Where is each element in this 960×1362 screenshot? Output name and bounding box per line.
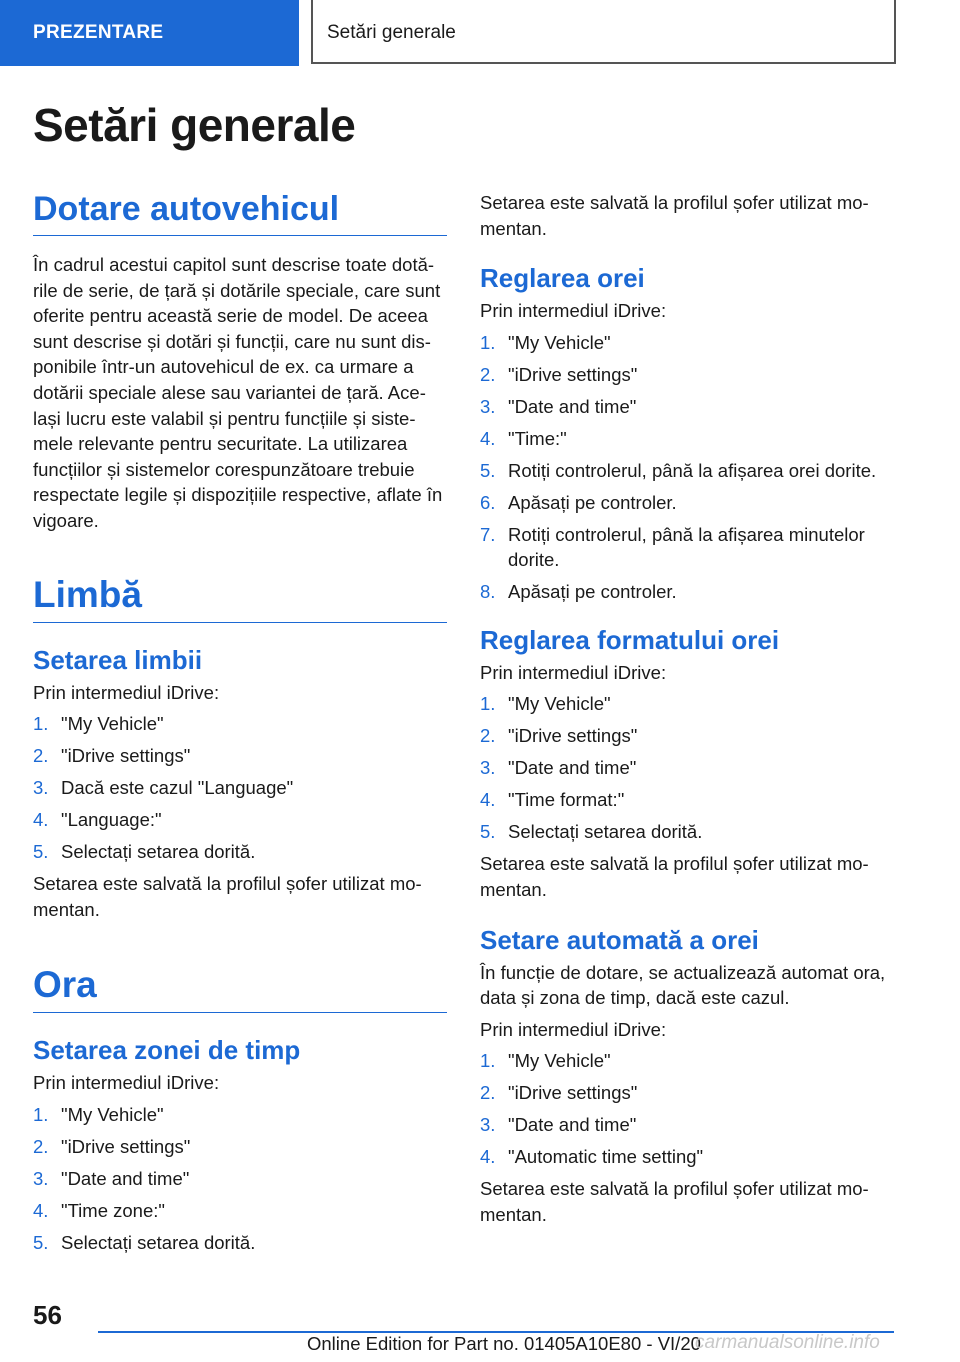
- format-ora-note: Setarea este salvată la profilul șofer utilizat momentan.: [480, 853, 869, 900]
- page-header: [0, 0, 960, 66]
- list-item: [33, 743, 447, 769]
- list-item: [480, 362, 894, 388]
- step-number: 2.: [480, 1082, 496, 1104]
- step-number: 3.: [33, 777, 49, 799]
- section-title-ora: Ora: [33, 964, 447, 1013]
- step-text: "Time:": [508, 427, 567, 449]
- list-item: [480, 522, 894, 573]
- step-text: "Time format:": [508, 789, 625, 811]
- section-title-dotare: Dotare autovehicul: [33, 190, 447, 236]
- step-text: Rotiți controlerul, până la afișarea minutelor dorite.: [508, 523, 865, 571]
- page-number: 56: [33, 1300, 62, 1330]
- step-number: 4.: [33, 809, 49, 831]
- list-item: [480, 819, 894, 845]
- list-item: [480, 426, 894, 452]
- step-text: "iDrive settings": [508, 725, 638, 747]
- step-number: 5.: [33, 841, 49, 863]
- list-item: [480, 490, 894, 516]
- list-item: [480, 723, 894, 749]
- step-number: 3.: [480, 395, 496, 417]
- subsection-title-reglarea-orei: Reglarea orei: [480, 263, 645, 294]
- step-text: "Date and time": [508, 1114, 637, 1136]
- step-number: 5.: [480, 821, 496, 843]
- left-column: [33, 190, 447, 1262]
- list-item: [33, 1134, 447, 1160]
- step-number: 3.: [480, 1114, 496, 1136]
- step-number: 1.: [480, 331, 496, 353]
- reglarea-orei-steps: [480, 330, 894, 605]
- step-number: 2.: [480, 725, 496, 747]
- step-text: "Time zone:": [61, 1199, 165, 1221]
- step-number: 3.: [480, 757, 496, 779]
- list-item: [480, 1048, 894, 1074]
- limba-intro: Prin intermediul iDrive:: [33, 681, 220, 703]
- step-number: 2.: [33, 1135, 49, 1157]
- step-text: "My Vehicle": [61, 1103, 164, 1125]
- dotare-body: În cadrul acestui capitol sunt descrise toate dotările de serie, de țară și dotările speciale, care sunt oferite pentru această serie de model. De aceea sunt descrise și dotări și funcții, care nu sunt disponibile într-un autovehicul de ex. ca urmare a dotării speciale alese sau variantei de țară. Același lucru este valabil și pentru funcțiile și sistemele relevante pentru securitate. La utilizarea funcțiilor și sistemelor corespunzătoare trebuie respectate legile și dispozițiile respective, aflate în vigoare.: [33, 254, 443, 531]
- step-number: 8.: [480, 581, 496, 603]
- ora-note: Setarea este salvată la profilul șofer utilizat momentan.: [480, 192, 869, 239]
- step-number: 1.: [480, 1050, 496, 1072]
- step-number: 1.: [33, 1103, 49, 1125]
- right-column: [480, 190, 894, 1227]
- list-item: [480, 394, 894, 420]
- subsection-title-zona-timp: Setarea zonei de timp: [33, 1035, 301, 1066]
- page-title: Setări generale: [33, 99, 356, 151]
- reglarea-orei-intro: Prin intermediul iDrive:: [480, 300, 667, 322]
- list-item: [33, 1230, 447, 1256]
- setare-automata-note: Setarea este salvată la profilul șofer utilizat momentan.: [480, 1178, 869, 1225]
- step-number: 7.: [480, 523, 496, 545]
- ora-intro: Prin intermediul iDrive:: [33, 1072, 220, 1094]
- step-text: Selectați setarea dorită.: [61, 841, 256, 863]
- subsection-title-setare-automata: Setare automată a orei: [480, 924, 759, 955]
- step-number: 1.: [33, 713, 49, 735]
- section-title-limba: Limbă: [33, 574, 447, 623]
- step-text: "My Vehicle": [508, 331, 611, 353]
- setare-automata-intro: Prin intermediul iDrive:: [480, 1018, 667, 1040]
- list-item: [33, 1198, 447, 1224]
- step-number: 2.: [480, 363, 496, 385]
- section-tab[interactable]: PREZENTARE: [0, 0, 299, 66]
- list-item: [480, 1112, 894, 1138]
- step-number: 5.: [33, 1231, 49, 1253]
- step-number: 3.: [33, 1167, 49, 1189]
- step-text: Rotiți controlerul, până la afișarea orei dorite.: [508, 459, 877, 481]
- step-text: "My Vehicle": [508, 1050, 611, 1072]
- step-number: 4.: [480, 427, 496, 449]
- list-item: [480, 330, 894, 356]
- list-item: [33, 1102, 447, 1128]
- step-text: "iDrive settings": [61, 745, 191, 767]
- ora-steps: [33, 1102, 447, 1256]
- step-number: 4.: [33, 1199, 49, 1221]
- page-tab[interactable]: Setări generale: [311, 0, 896, 64]
- list-item: [480, 1144, 894, 1170]
- step-number: 4.: [480, 1146, 496, 1168]
- list-item: [33, 775, 447, 801]
- step-text: "Date and time": [61, 1167, 190, 1189]
- setare-automata-steps: [480, 1048, 894, 1170]
- limba-note: Setarea este salvată la profilul șofer utilizat momentan.: [33, 873, 422, 920]
- limba-steps: [33, 711, 447, 865]
- step-text: "My Vehicle": [61, 713, 164, 735]
- step-text: "iDrive settings": [508, 1082, 638, 1104]
- list-item: [33, 839, 447, 865]
- list-item: [33, 711, 447, 737]
- list-item: [33, 807, 447, 833]
- subsection-title-format-ora: Reglarea formatului orei: [480, 624, 780, 655]
- step-text: "Language:": [61, 809, 162, 831]
- list-item: [480, 691, 894, 717]
- step-text: "iDrive settings": [61, 1135, 191, 1157]
- footer-edition: Online Edition for Part no. 01405A10E80 - VI/20: [307, 1333, 701, 1354]
- step-text: Selectați setarea dorită.: [508, 821, 703, 843]
- list-item: [480, 787, 894, 813]
- subsection-title-setarea-limbii: Setarea limbii: [33, 644, 203, 675]
- step-text: "Automatic time setting": [508, 1146, 704, 1168]
- step-number: 5.: [480, 459, 496, 481]
- step-text: "iDrive settings": [508, 363, 638, 385]
- step-text: Dacă este cazul "Language": [61, 777, 294, 799]
- list-item: [33, 1166, 447, 1192]
- watermark: carmanualsonline.info: [695, 1332, 880, 1353]
- step-number: 6.: [480, 491, 496, 513]
- setare-automata-body: În funcție de dotare, se actualizează automat ora, data și zona de timp, dacă este cazul.: [480, 961, 886, 1009]
- step-text: Apăsați pe controler.: [508, 491, 677, 513]
- step-text: Apăsați pe controler.: [508, 581, 677, 603]
- step-text: Selectați setarea dorită.: [61, 1231, 256, 1253]
- step-text: "My Vehicle": [508, 693, 611, 715]
- step-text: "Date and time": [508, 395, 637, 417]
- step-number: 4.: [480, 789, 496, 811]
- step-number: 2.: [33, 745, 49, 767]
- format-ora-intro: Prin intermediul iDrive:: [480, 661, 667, 683]
- list-item: [480, 579, 894, 605]
- list-item: [480, 755, 894, 781]
- list-item: [480, 458, 894, 484]
- format-ora-steps: [480, 691, 894, 845]
- list-item: [480, 1080, 894, 1106]
- step-number: 1.: [480, 693, 496, 715]
- step-text: "Date and time": [508, 757, 637, 779]
